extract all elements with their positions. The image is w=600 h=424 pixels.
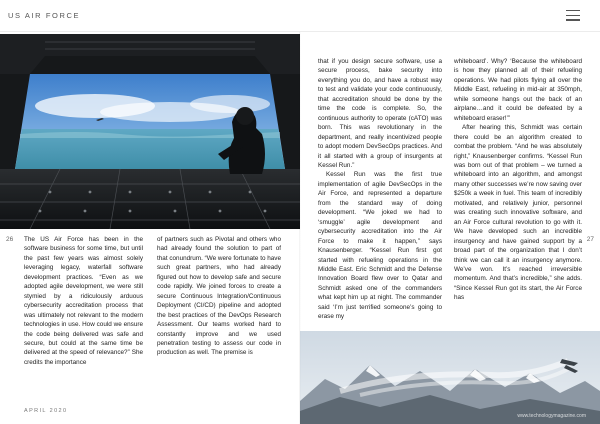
paragraph: that if you design secure software, use a secure process, bake security into everything you do, and have a robust way to test and validate your code continuously, that accreditation should be done by the time the code is complete. So, the continuous authority to operate (cATO) was born. This was revolutionary in the department, and really incentivized people to adopt modern DevSecOps practices. And it all started with a group of insurgents at Kessel Run.” <box>318 58 442 169</box>
article-column <box>454 57 582 303</box>
paragraph: The US Air Force has been in the software business for some time, but until the past few years was almost solely leveraging legacy, waterfall software development practices. “Even as we adopted agile development, we were still stymied by a ridiculously arduous cybersecurity accreditation process that was ultimately not relevant to the modern technologies in use. How could we ensure the code being delivered was safe and secure, but could at the same time be delivered at the speed of relevance?” She credits the importance <box>24 236 143 366</box>
page-number: 26 <box>6 236 14 243</box>
paragraph: After hearing this, Schmidt was certain there could be an algorithm created to combat the problem. “And he was absolutely right,” Knausenberger confirms. “Kessel Run was born out of that problem – we turned a whiteboard into an algorithm, and amongst many other successes we’re now saving over $250k a week in fuel. This team of incredibly motivated, and relatively junior, personnel was creating such innovative software, and an Air Force cultural revolution to go with it. We have developed such an incredible insurgency and have gained support by a broad part of the organization that I don’t think we can call it an insurgency anymore. We’ve won. It’s reached irreversible momentum. And that’s incredible,” she adds. “Since Kessel Run got its start, the Air Force has <box>454 124 582 302</box>
left-page <box>0 32 300 424</box>
paragraph: whiteboard’. Why? ‘Because the whiteboard is how they planned all of their refueling operations. We had pilots flying all over the Middle East, refueling in mid-air at 350mph, while someone hangs out the back of an airplane…and it could be defeated by a whiteboard eraser!’” <box>454 58 582 122</box>
article-column <box>318 57 442 322</box>
issue-date: APRIL 2020 <box>24 408 68 414</box>
paragraph: Kessel Run was the first true implementation of agile DevSecOps in the Air Force, and represented a departure from the standard way of doing development. “We joked we had to ‘smuggle’ agile development and cybersecurity accreditation into the Air Force to make it happen,” says Knausenberger. “Kessel Run first got started with refueling operations in the Middle East. Eric Schmidt and the Defense Innovation Board flew over to Qatar and Schmidt asked one of the commanders what kept him up at night. The commander said ‘I’m just terrified someone’s going to erase my <box>318 171 442 321</box>
menu-line <box>566 15 580 16</box>
site-watermark: www.technologymagazine.com <box>517 413 586 419</box>
top-bar <box>0 0 600 32</box>
article-column <box>157 235 281 358</box>
right-page <box>300 32 600 424</box>
article-column <box>24 235 143 367</box>
menu-line <box>566 10 580 11</box>
aircraft-ramp-photo <box>0 34 300 229</box>
hamburger-menu-icon[interactable] <box>566 10 580 21</box>
menu-line <box>566 19 580 20</box>
mountain-flyover-photo <box>300 331 600 424</box>
page-number: 27 <box>586 236 594 243</box>
page-spine <box>299 32 301 424</box>
paragraph: of partners such as Pivotal and others who had already found the solution to part of that conundrum. “We were fortunate to have such great partners, who had already figured out how to develop safe and secure code rapidly. We joined forces to create a secure Continuous Integration/Continuous Deployment (CI/CD) pipeline and adopted the best practices of the DevOps Research Assessment. Our teams worked hard to constantly improve and we used penetration testing to assess our code in production as well. The premise is <box>157 236 282 357</box>
brand-title: US AIR FORCE <box>8 11 81 20</box>
